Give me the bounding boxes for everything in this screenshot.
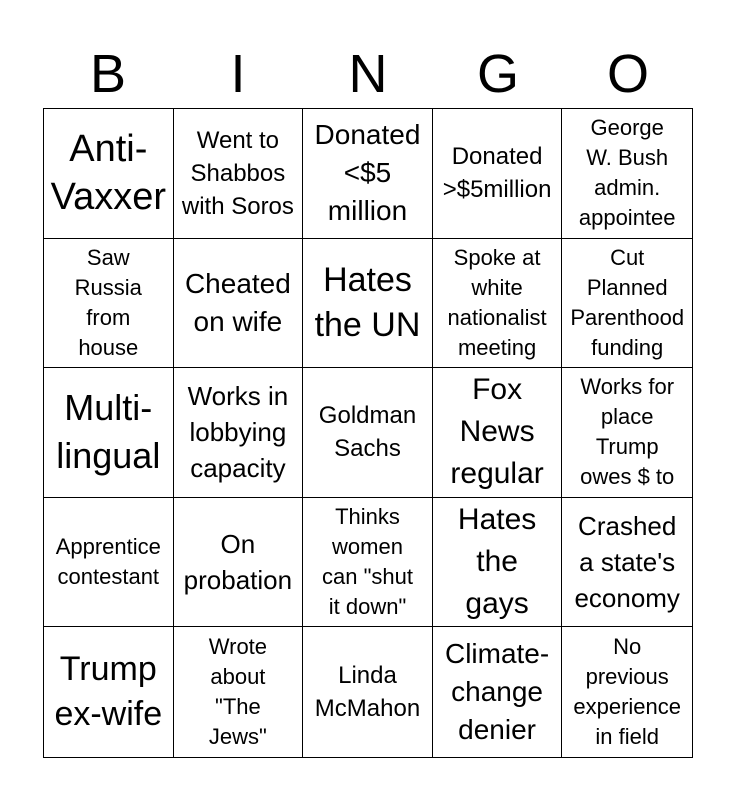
bingo-cell[interactable]: Hates the UN: [303, 239, 433, 369]
bingo-cell[interactable]: On probation: [174, 498, 304, 628]
bingo-cell[interactable]: Multi- lingual: [44, 368, 174, 498]
bingo-cell[interactable]: Works for place Trump owes $ to: [562, 368, 692, 498]
bingo-cell[interactable]: Trump ex-wife: [44, 627, 174, 757]
bingo-cell[interactable]: Apprentice contestant: [44, 498, 174, 628]
header-letter-g: G: [476, 44, 519, 104]
bingo-cell[interactable]: Wrote about "The Jews": [174, 627, 304, 757]
header-letter-n: N: [348, 44, 388, 104]
bingo-header: [43, 44, 693, 104]
bingo-cell[interactable]: George W. Bush admin. appointee: [562, 109, 692, 239]
bingo-cell[interactable]: Thinks women can "shut it down": [303, 498, 433, 628]
bingo-cell[interactable]: Climate- change denier: [433, 627, 563, 757]
header-letter-b: B: [89, 44, 127, 104]
bingo-cell[interactable]: Cheated on wife: [174, 239, 304, 369]
bingo-cell[interactable]: Cut Planned Parenthood funding: [562, 239, 692, 369]
bingo-card-grid: [43, 108, 693, 758]
bingo-cell[interactable]: Donated <$5 million: [303, 109, 433, 239]
bingo-cell[interactable]: Saw Russia from house: [44, 239, 174, 369]
bingo-cell[interactable]: Went to Shabbos with Soros: [174, 109, 304, 239]
bingo-cell[interactable]: Hates the gays: [433, 498, 563, 628]
bingo-cell[interactable]: Linda McMahon: [303, 627, 433, 757]
bingo-cell[interactable]: Crashed a state's economy: [562, 498, 692, 628]
bingo-cell[interactable]: No previous experience in field: [573, 634, 682, 750]
bingo-cell[interactable]: Anti- Vaxxer: [44, 109, 174, 239]
bingo-cell[interactable]: Donated >$5million: [433, 109, 563, 239]
header-letter-i: I: [230, 44, 246, 104]
bingo-cell[interactable]: Spoke at white nationalist meeting: [433, 239, 563, 369]
bingo-cell[interactable]: Works in lobbying capacity: [174, 368, 304, 498]
bingo-cell[interactable]: Goldman Sachs: [303, 368, 433, 498]
bingo-cell[interactable]: Fox News regular: [433, 368, 563, 498]
header-letter-o: O: [606, 44, 649, 104]
